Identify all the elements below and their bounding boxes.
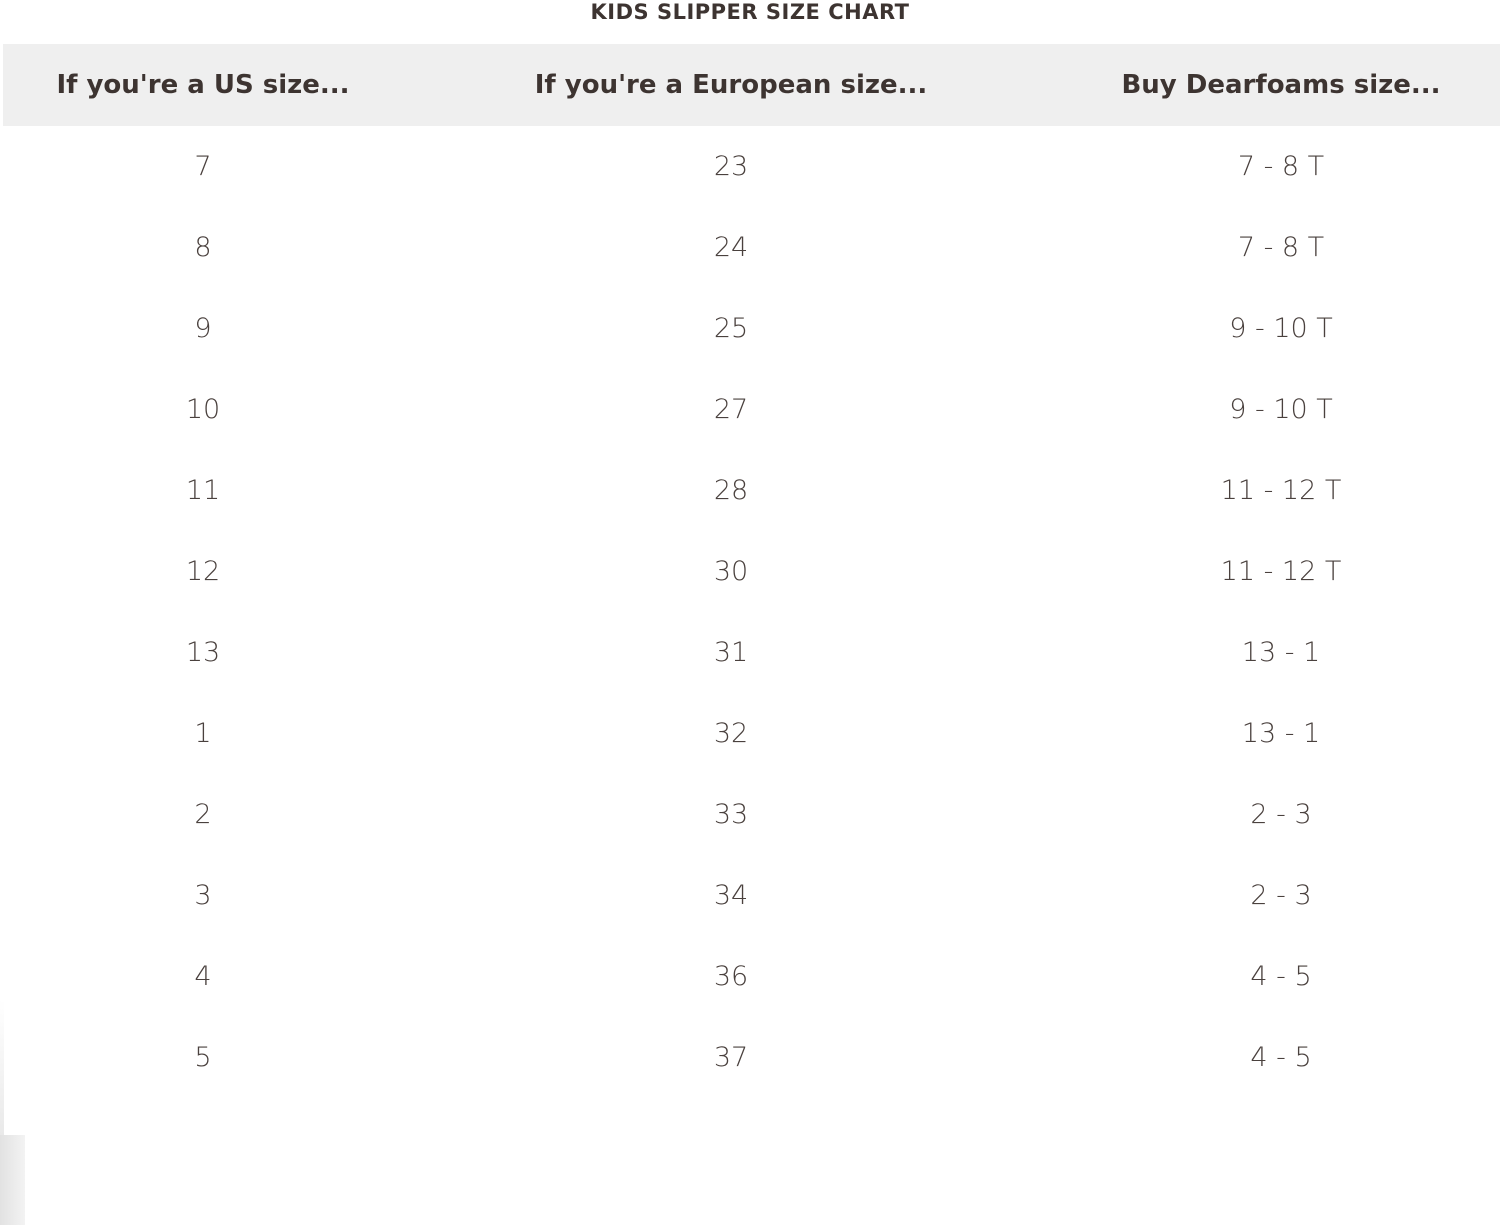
table-row	[3, 369, 1500, 450]
table-row	[3, 936, 1500, 1017]
cell-dearfoams-size: 11 - 12 T	[1220, 556, 1342, 587]
cell-dearfoams-size: 11 - 12 T	[1220, 475, 1342, 506]
table-row	[3, 288, 1500, 369]
cell-european-size: 33	[713, 799, 749, 830]
cell-dearfoams-size: 7 - 8 T	[1237, 232, 1325, 263]
table-row	[3, 693, 1500, 774]
cell-european-size: 25	[713, 313, 749, 344]
cell-european-size: 31	[713, 637, 749, 668]
cell-dearfoams-size: 13 - 1	[1241, 718, 1321, 749]
cell-dearfoams-size: 2 - 3	[1250, 880, 1312, 911]
cell-dearfoams-size: 4 - 5	[1250, 1042, 1312, 1073]
cell-dearfoams-size: 7 - 8 T	[1237, 151, 1325, 182]
table-row	[3, 855, 1500, 936]
table-row	[3, 207, 1500, 288]
cell-us-size: 8	[194, 232, 212, 263]
table-header-row	[3, 44, 1500, 126]
cell-us-size: 9	[194, 313, 212, 344]
table-row	[3, 774, 1500, 855]
table-row	[3, 450, 1500, 531]
cell-us-size: 12	[185, 556, 221, 587]
cell-us-size: 4	[194, 961, 212, 992]
edge-shadow	[0, 1000, 4, 1135]
cell-european-size: 23	[713, 151, 749, 182]
header-european-size: If you're a European size...	[534, 70, 928, 100]
cell-us-size: 13	[185, 637, 221, 668]
cell-dearfoams-size: 13 - 1	[1241, 637, 1321, 668]
cell-us-size: 2	[194, 799, 212, 830]
corner-shadow	[0, 1135, 25, 1225]
cell-dearfoams-size: 2 - 3	[1250, 799, 1312, 830]
cell-dearfoams-size: 9 - 10 T	[1229, 313, 1333, 344]
cell-us-size: 7	[194, 151, 212, 182]
header-dearfoams-size: Buy Dearfoams size...	[1121, 70, 1441, 100]
cell-us-size: 11	[185, 475, 221, 506]
size-chart-table	[3, 44, 1500, 1098]
cell-european-size: 30	[713, 556, 749, 587]
cell-us-size: 5	[194, 1042, 212, 1073]
cell-us-size: 1	[194, 718, 212, 749]
cell-european-size: 24	[713, 232, 749, 263]
cell-us-size: 3	[194, 880, 212, 911]
cell-us-size: 10	[185, 394, 221, 425]
cell-european-size: 34	[713, 880, 749, 911]
table-row	[3, 1017, 1500, 1098]
cell-european-size: 28	[713, 475, 749, 506]
cell-european-size: 36	[713, 961, 749, 992]
table-body	[3, 126, 1500, 1098]
table-row	[3, 126, 1500, 207]
cell-dearfoams-size: 4 - 5	[1250, 961, 1312, 992]
table-row	[3, 612, 1500, 693]
header-us-size: If you're a US size...	[56, 70, 350, 100]
page-title: KIDS SLIPPER SIZE CHART	[590, 0, 910, 24]
cell-european-size: 27	[713, 394, 749, 425]
cell-european-size: 37	[713, 1042, 749, 1073]
cell-european-size: 32	[713, 718, 749, 749]
cell-dearfoams-size: 9 - 10 T	[1229, 394, 1333, 425]
table-row	[3, 531, 1500, 612]
